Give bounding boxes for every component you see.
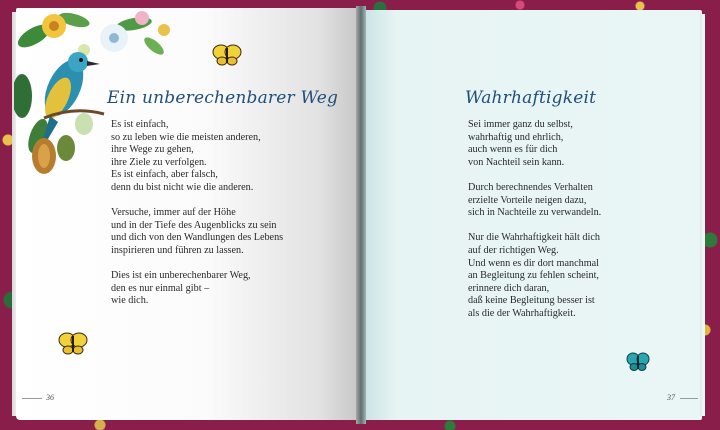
poem-line: erinnere dich daran, <box>468 282 550 294</box>
poem-line: Durch berechnendes Verhalten <box>468 181 593 193</box>
poem-line: wie dich. <box>111 295 149 307</box>
poem-stanza <box>111 207 283 257</box>
page-number-right: 37 <box>667 393 675 402</box>
poem-stanza <box>468 182 601 220</box>
poem-stanza <box>468 119 601 169</box>
poem-line: und in der Tiefe des Augenblicks zu sein <box>111 219 277 231</box>
poem-line: ihre Wege zu gehen, <box>111 144 194 156</box>
poem-line: und dich von den Wandlungen des Lebens <box>111 232 284 244</box>
butterfly-icon <box>212 43 242 67</box>
poem-stanza <box>111 119 283 195</box>
poem-line: inspirieren und führen zu lassen. <box>111 244 244 256</box>
poem-line: Dies ist ein unberechenbarer Weg, <box>111 270 251 282</box>
poem-stanza <box>111 270 283 308</box>
poem-line: denn du bist nicht wie die anderen. <box>111 181 254 193</box>
poem-line: Nur die Wahrhaftigkeit hält dich <box>468 232 600 244</box>
page-number-left: 36 <box>46 393 54 402</box>
poem-line: an Begleitung zu fehlen scheint, <box>468 270 599 282</box>
poem-line: auf der richtigen Weg. <box>468 244 559 256</box>
right-page-edges <box>700 14 705 416</box>
right-page-title: Wahrhaftigkeit <box>465 88 597 108</box>
page-number-rule <box>22 398 42 399</box>
poem-line: von Nachteil sein kann. <box>468 156 565 168</box>
butterfly-icon <box>626 352 650 372</box>
poem-line: Versuche, immer auf der Höhe <box>111 207 236 219</box>
poem-line: den es nur einmal gibt – <box>111 282 210 294</box>
poem-line: als die der Wahrhaftigkeit. <box>468 307 576 319</box>
poem-line: daß keine Begleitung besser ist <box>468 295 595 307</box>
right-page-poem <box>468 119 601 333</box>
poem-line: Und wenn es dir dort manchmal <box>468 257 599 269</box>
left-page-poem <box>111 119 283 321</box>
page-number-rule <box>680 398 698 399</box>
book-gutter <box>356 6 366 424</box>
poem-line: so zu leben wie die meisten anderen, <box>111 131 261 143</box>
poem-line: Es ist einfach, aber falsch, <box>111 169 218 181</box>
poem-line: Sei immer ganz du selbst, <box>468 119 573 130</box>
poem-stanza <box>468 232 601 320</box>
poem-line: Es ist einfach, <box>111 119 169 130</box>
butterfly-icon <box>58 331 88 357</box>
poem-line: erzielte Vorteile neigen dazu, <box>468 194 587 206</box>
poem-line: sich in Nachteile zu verwandeln. <box>468 207 602 219</box>
poem-line: wahrhaftig und ehrlich, <box>468 131 564 143</box>
poem-line: auch wenn es für dich <box>468 144 558 156</box>
poem-line: ihre Ziele zu verfolgen. <box>111 156 207 168</box>
left-page-title: Ein unberechenbarer Weg <box>107 88 339 108</box>
